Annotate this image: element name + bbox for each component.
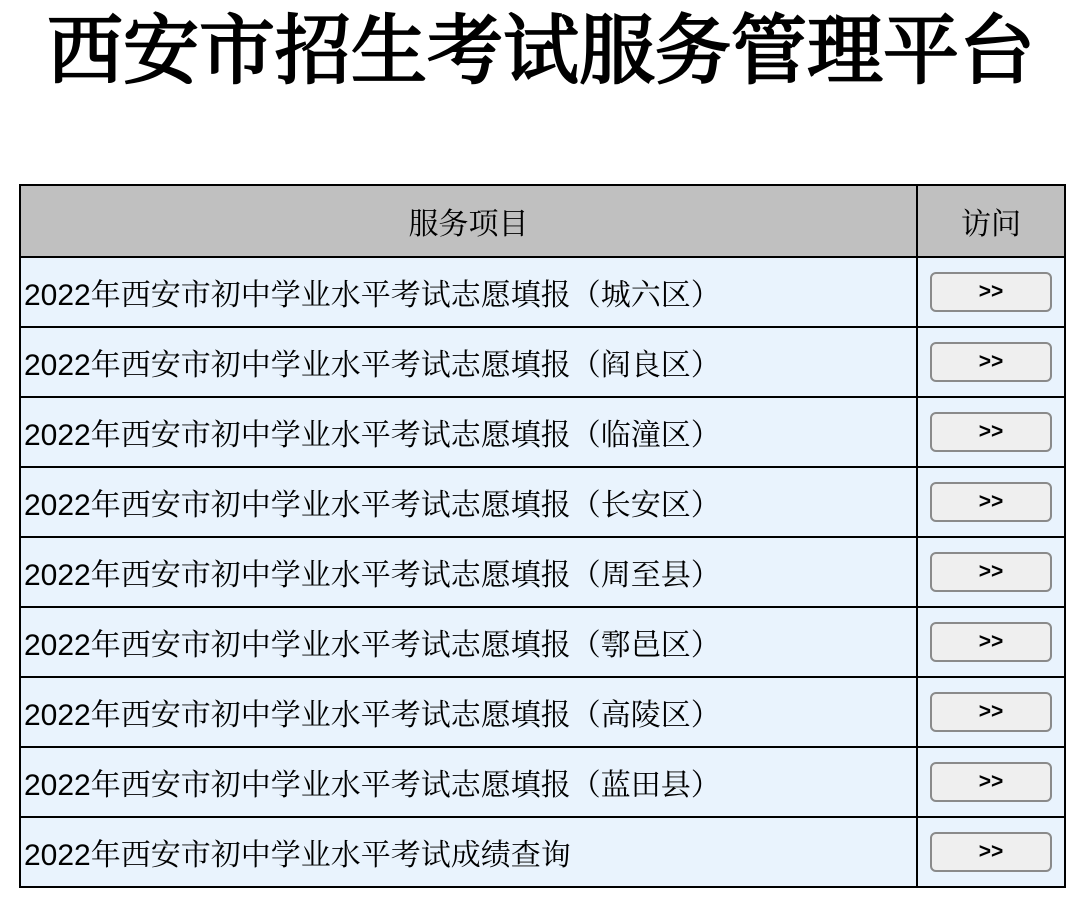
service-name: 2022年西安市初中学业水平考试志愿填报（阎良区） <box>20 327 917 397</box>
service-name: 2022年西安市初中学业水平考试志愿填报（临潼区） <box>20 397 917 467</box>
table-row <box>20 327 1065 397</box>
access-cell <box>917 747 1065 817</box>
service-name: 2022年西安市初中学业水平考试志愿填报（鄠邑区） <box>20 607 917 677</box>
access-cell <box>917 467 1065 537</box>
column-header-access: 访问 <box>917 185 1065 257</box>
column-header-service: 服务项目 <box>20 185 917 257</box>
access-cell <box>917 817 1065 887</box>
table-row <box>20 397 1065 467</box>
table-row <box>20 537 1065 607</box>
access-cell <box>917 327 1065 397</box>
table-header-row <box>20 185 1065 257</box>
service-name: 2022年西安市初中学业水平考试志愿填报（长安区） <box>20 467 917 537</box>
access-cell <box>917 677 1065 747</box>
table-row <box>20 607 1065 677</box>
access-button[interactable]: >> <box>930 692 1052 732</box>
access-button[interactable]: >> <box>930 412 1052 452</box>
access-cell <box>917 607 1065 677</box>
access-button[interactable]: >> <box>930 622 1052 662</box>
services-table <box>19 184 1066 888</box>
access-button[interactable]: >> <box>930 552 1052 592</box>
access-button[interactable]: >> <box>930 762 1052 802</box>
access-button[interactable]: >> <box>930 342 1052 382</box>
table-row <box>20 257 1065 327</box>
access-cell <box>917 537 1065 607</box>
access-button[interactable]: >> <box>930 832 1052 872</box>
table-row <box>20 467 1065 537</box>
access-cell <box>917 397 1065 467</box>
page-title: 西安市招生考试服务管理平台 <box>47 9 1035 94</box>
service-name: 2022年西安市初中学业水平考试志愿填报（蓝田县） <box>20 747 917 817</box>
table-row <box>20 817 1065 887</box>
service-name: 2022年西安市初中学业水平考试志愿填报（高陵区） <box>20 677 917 747</box>
table-row <box>20 747 1065 817</box>
service-name: 2022年西安市初中学业水平考试志愿填报（周至县） <box>20 537 917 607</box>
access-cell <box>917 257 1065 327</box>
access-button[interactable]: >> <box>930 482 1052 522</box>
service-name: 2022年西安市初中学业水平考试志愿填报（城六区） <box>20 257 917 327</box>
table-row <box>20 677 1065 747</box>
service-name: 2022年西安市初中学业水平考试成绩查询 <box>20 817 917 887</box>
access-button[interactable]: >> <box>930 272 1052 312</box>
